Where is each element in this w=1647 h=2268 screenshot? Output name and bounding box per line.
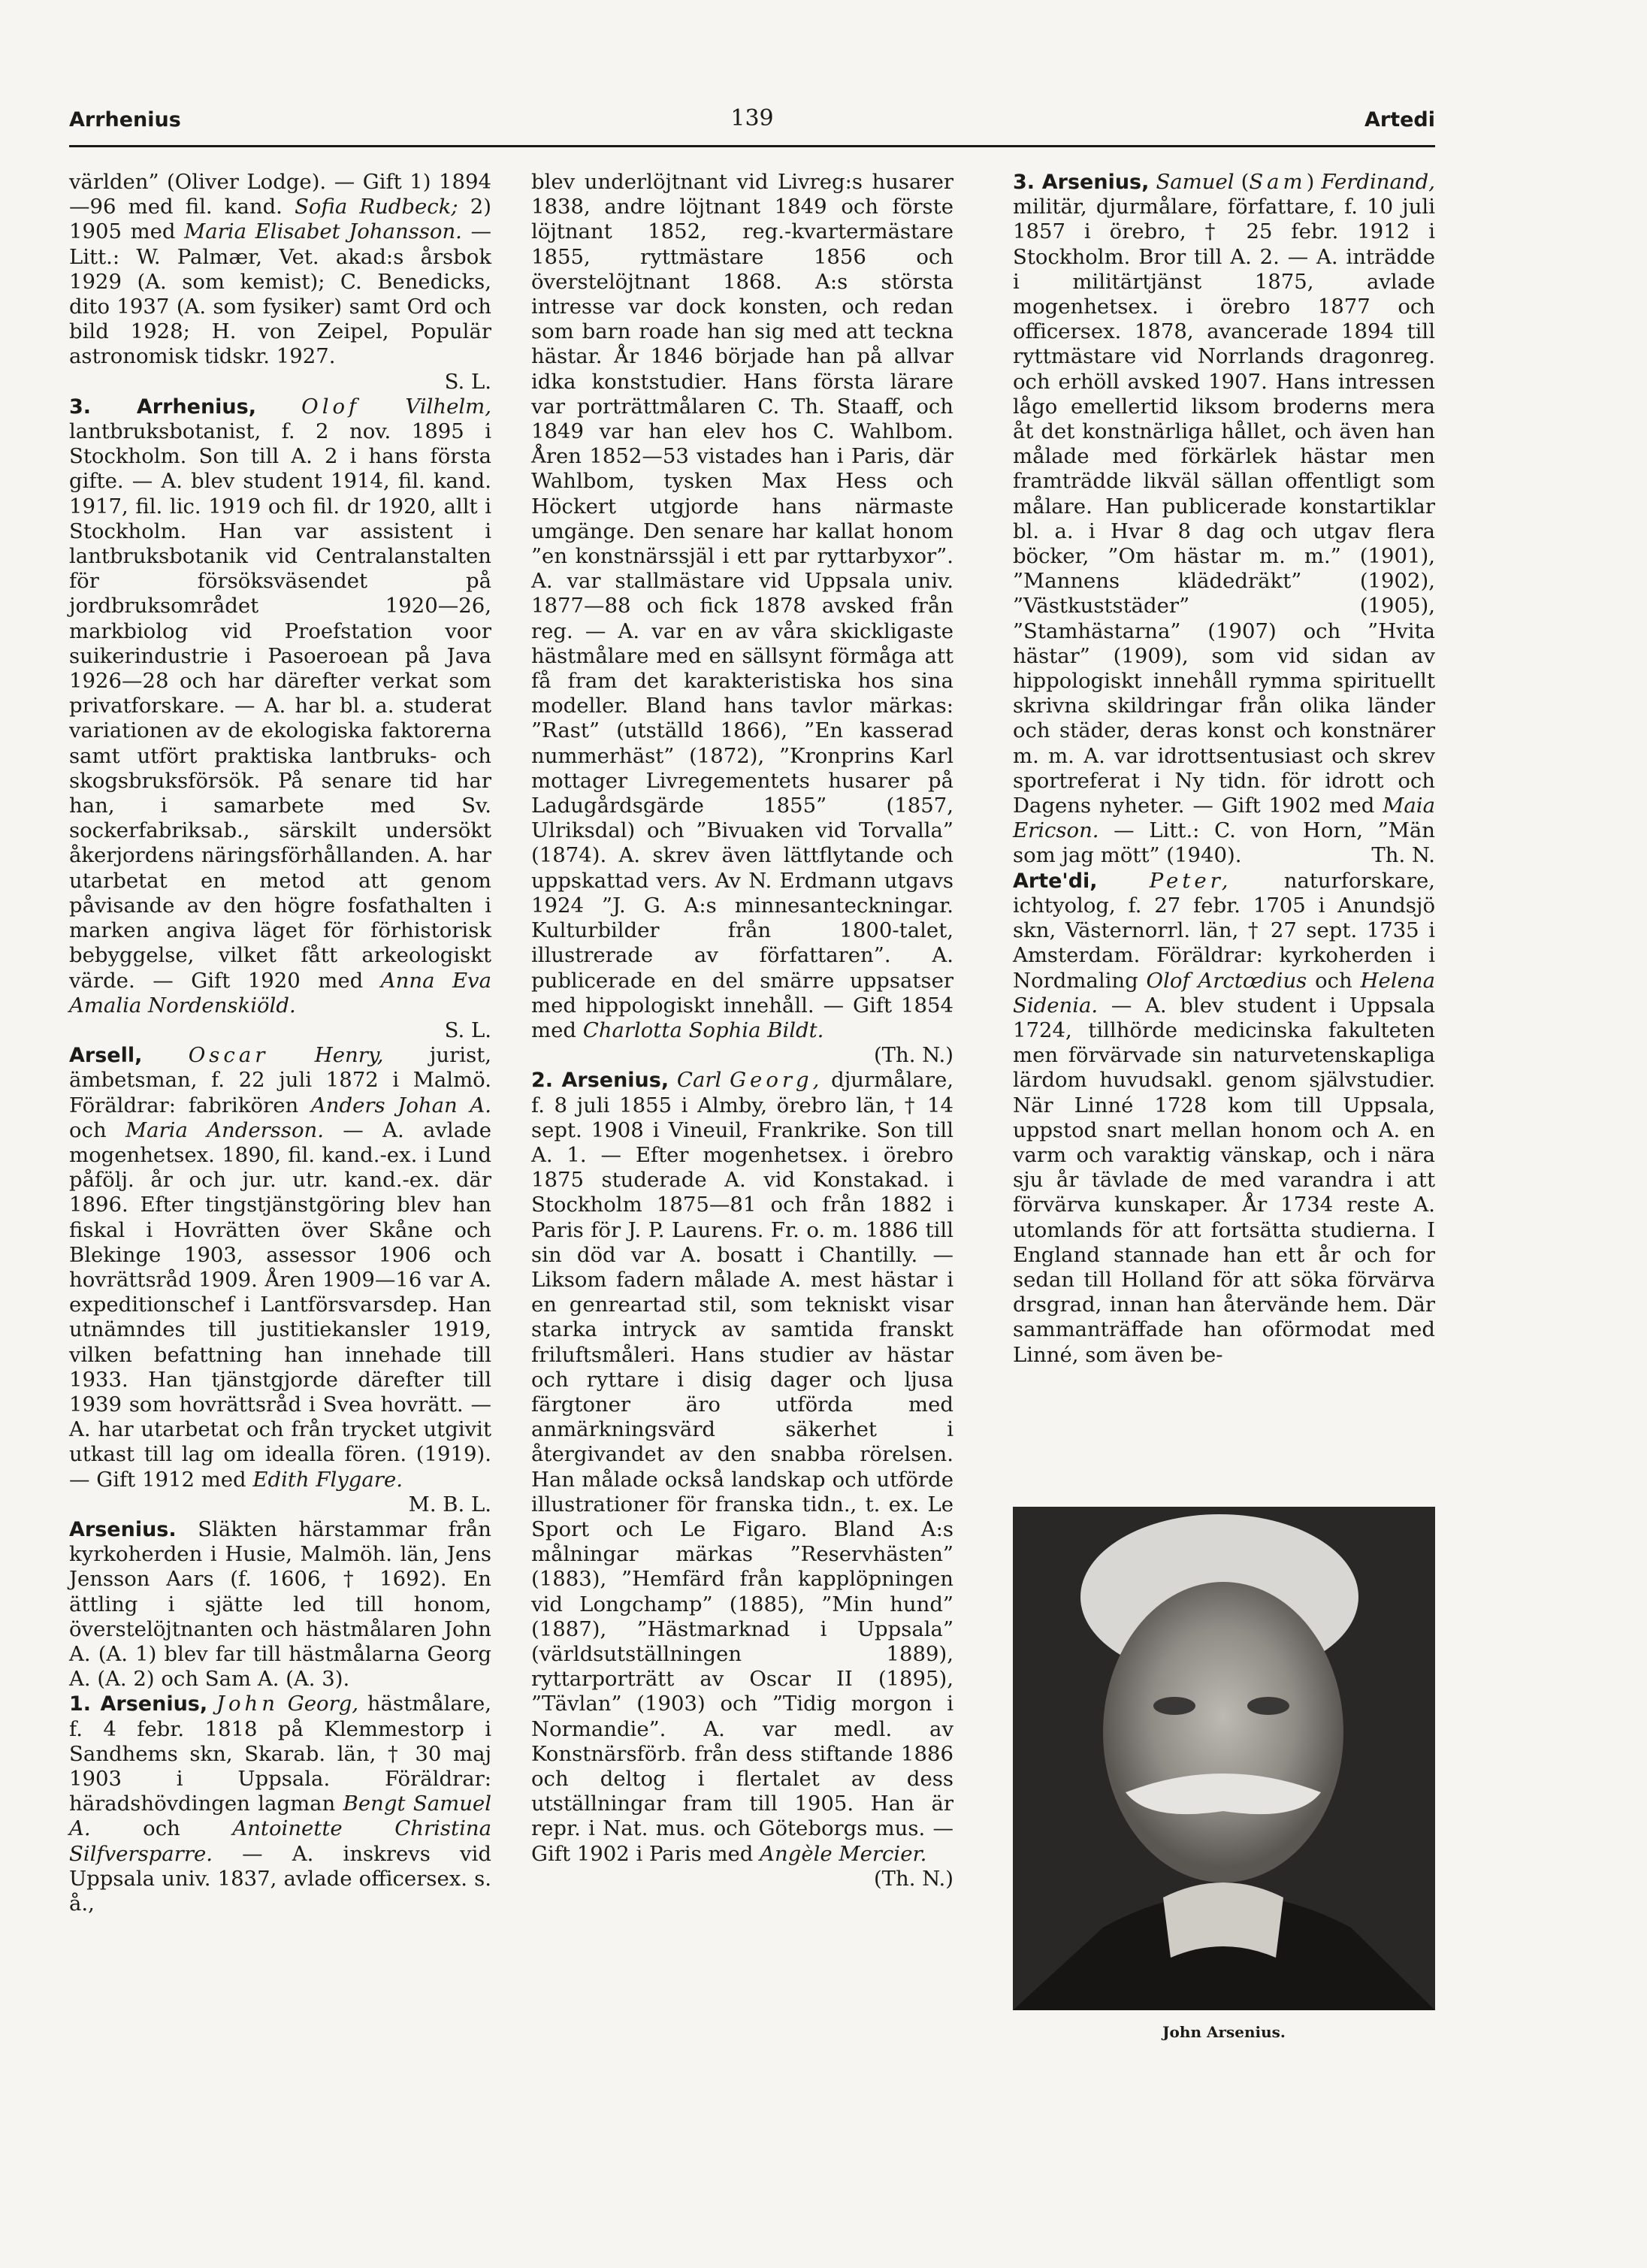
portrait-photo	[1013, 1507, 1435, 2010]
entry-paragraph: 3. Arrhenius, Olof Vilhelm, lantbruksbotanist, f. 2 nov. 1895 i Stockholm. Son till A. 2 i hans första gifte. — A. blev student 1914, fil. kand. 1917, fil. lic. 1919 och fil. dr 1920, allt i Stockholm. Han var assistent i lantbruksbotanik vid Centralanstalten för försöksväsendet på jordbruksområdet 1920—26, markbiolog vid Proefstation voor suikerindustrie i Pasoeroean på Java 1926—28 och har därefter verkat som privatforskare. — A. har bl. a. studerat variationen av de ekologiska faktorerna samt utfört praktiska lantbruks- och skogsbruksförsök. På senare tid har han, i samarbete med Sv. sockerfabriksab., särskilt undersökt åkerjordens näringsförhållanden. A. har utarbetat en metod att genom påvisande av den högre fosfathalten i marken angiva läget för förhistorisk bebyggelse, vilket fått arkeologiskt värde. — Gift 1920 med Anna Eva Amalia Nordenskiöld. S. L.	[69, 394, 491, 1042]
entry-paragraph: 1. Arsenius, John Georg, hästmålare, f. 4 febr. 1818 på Klemmestorp i Sandhems skn, Skarab. län, † 30 maj 1903 i Uppsala. Föräldrar: häradshövdingen lagman Bengt Samuel A. och Antoinette Christina Silfversparre. — A. inskrevs vid Uppsala univ. 1837, avlade officersex. s. å.,	[69, 1692, 492, 1916]
entry-paragraph: blev underlöjtnant vid Livreg:s husarer 1838, andre löjtnant 1849 och förste löjtnant 1852, reg.-kvartermästare 1855, ryttmästare 1856 och överstelöjtnant 1868. A:s största intresse var dock konsten, och redan som barn roade han sig med att teckna hästar. År 1846 började han på allvar idka konststudier. Hans första lärare var porträttmålaren C. Th. Staaff, och 1849 var han elev hos C. Wahlbom. Åren 1852—53 vistades han i Paris, där Wahlbom, tysken Max Hess och Höckert utgjorde hans närmaste umgänge. Den senare har kallat honom ”en konstnärssjäl i ett par ryttarbyxor”. A. var stallmästare vid Uppsala univ. 1877—88 och fick 1878 avsked från reg. — A. var en av våra skickligaste hästmålare med en sällsynt förmåga att få fram det karakteristiska hos sina modeller. Bland hans tavlor märkas: ”Rast” (utställd 1866), ”En kasserad nummerhäst” (1872), ”Kronprins Karl mottager Livregementets husarer på Ladugårdsgärde 1855” (1857, Ulriksdal) och ”Bivuaken vid Torvalla” (1874). A. skrev även lättflytande och uppskattad vers. Av N. Erdmann utgavs 1924 ”J. G. A:s minnesanteckningar. Kulturbilder från 1800-talet, illustrerade av författaren”. A. publicerade en del smärre uppsatser med hippologiskt innehåll. — Gift 1854 med Charlotta Sophia Bildt. (Th. N.)	[531, 170, 953, 1068]
entry-paragraph: 2. Arsenius, Carl Georg, djurmålare, f. 8 juli 1855 i Almby, örebro län, † 14 sept. 1908 i Vineuil, Frankrike. Son till A. 1. — Efter mogenhetsex. i örebro 1875 studerade A. vid Konstakad. i Stockholm 1875—81 och från 1882 i Paris för J. P. Laurens. Fr. o. m. 1886 till sin död var A. bosatt i Chantilly. — Liksom fadern målade A. mest hästar i en genreartad stil, som tekniskt visar starka intryck av samtida franskt friluftsmåleri. Hans studier av hästar och ryttare i disig dager och ljusa färgtoner äro utförda med anmärkningsvärd säkerhet i återgivandet av den snabba rörelsen. Han målade också landskap och utförde illustrationer för franska tidn., t. ex. Le Sport och Le Figaro. Bland A:s målningar märkas ”Reservhästen” (1883), ”Hemfärd från kapplöpningen vid Longchamp” (1885), ”Min hund” (1887), ”Hästmarknad i Uppsala” (världsutställningen 1889), ryttarporträtt av Oscar II (1895), ”Tävlan” (1903) och ”Tidig morgon i Normandie”. A. var medl. av Konstnärsförb. från dess stiftande 1886 och deltog i flertalet av dess utställningar fram till 1905. Han är repr. i Nat. mus. och Göteborgs mus. — Gift 1902 i Paris med Angèle Mercier. (Th. N.)	[531, 1068, 953, 1891]
photo-caption: John Arsenius.	[1162, 2023, 1286, 2041]
entry-paragraph: världen” (Oliver Lodge). — Gift 1) 1894—96 med fil. kand. Sofia Rudbeck; 2) 1905 med Maria Elisabet Johansson. — Litt.: W. Palmær, Vet. akad:s årsbok 1929 (A. som kemist); C. Benedicks, dito 1937 (A. som fysiker) samt Ord och bild 1928; H. von Zeipel, Populär astronomisk tidskr. 1927. S. L.	[69, 170, 491, 394]
header-rule	[69, 145, 1435, 147]
entry-paragraph: Arsell, Oscar Henry, jurist, ämbetsman, f. 22 juli 1872 i Malmö. Föräldrar: fabrikören Anders Johan A. och Maria Andersson. — A. avlade mogenhetsex. 1890, fil. kand.-ex. i Lund påfölj. år och jur. utr. kand.-ex. där 1896. Efter tingstjänstgöring blev han fiskal i Hovrätten över Skåne och Blekinge 1903, assessor 1906 och hovrättsråd 1909. Åren 1909—16 var A. expeditionschef i Lantförsvarsdep. Han utnämndes till justitiekansler 1919, vilken befattning han innehade till 1933. Han tjänstgjorde därefter till 1939 som hovrättsråd i Svea hovrätt. — A. har utarbetat och från trycket utgivit utkast till lag om idealla fören. (1919). — Gift 1912 med Edith Flygare. M. B. L.	[69, 1043, 491, 1517]
entry-paragraph: Arte'di, Peter, naturforskare, ichtyolog, f. 27 febr. 1705 i Anundsjö skn, Västernorrl. län, † 27 sept. 1735 i Amsterdam. Föräldrar: kyrkoherden i Nordmaling Olof Arctœdius och Helena Sidenia. — A. blev student i Uppsala 1724, tillhörde medicinska fakulteten men förvärvade sin naturvetenskapliga lärdom huvudsakl. genom självstudier. När Linné 1728 kom till Uppsala, uppstod snart mellan honom och A. en varm och varaktig vänskap, och i nära sju år tävlade de med varandra i att förvärva kunskaper. År 1734 reste A. utomlands för att fortsätta studierna. I England stannade han ett år och for sedan till Holland för att söka förvärva drsgrad, innan han återvände hem. Där sammanträffade han oförmodat med Linné, som även be-	[1013, 868, 1435, 1367]
header-right-word: Artedi	[1364, 108, 1435, 132]
entry-paragraph: Arsenius. Släkten härstammar från kyrkoherden i Husie, Malmöh. län, Jens Jensson Aars (f. 1606, † 1692). En ättling i sjätte led till honom, överstelöjtnanten och hästmålaren John A. (A. 1) blev far till hästmålarna Georg A. (A. 2) och Sam A. (A. 3).	[69, 1517, 491, 1692]
column-1	[69, 170, 491, 1916]
entry-paragraph: 3. Arsenius, Samuel (Sam) Ferdinand, militär, djurmålare, författare, f. 10 juli 1857 i örebro, † 25 febr. 1912 i Stockholm. Bror till A. 2. — A. inträdde i militärtjänst 1875, avlade mogenhetsex. i örebro 1877 och officersex. 1878, avancerade 1894 till ryttmästare vid Norrlands dragonreg. och erhöll avsked 1907. Hans intressen lågo emellertid liksom broderns mera åt det konstnärliga hållet, och även han målade med förkärlek hästar men framträdde likväl sällan offentligt som målare. Han publicerade konstartiklar bl. a. i Hvar 8 dag och utgav flera böcker, ”Om hästar m. m.” (1901), ”Mannens klädedräkt” (1902), ”Västkuststäder” (1905), ”Stamhästarna” (1907) och ”Hvita hästar” (1909), som vid sidan av hippologiskt innehåll rymma spirituellt skrivna skildringar från olika länder och städer, deras konst och konstnärer m. m. A. var idrottsentusiast och skrev sportreferat i Ny tidn. för idrott och Dagens nyheter. — Gift 1902 med Maia Ericson. — Litt.: C. von Horn, ”Män som jag mött” (1940). Th. N.	[1013, 170, 1435, 868]
page-number: 139	[730, 105, 774, 132]
column-2	[531, 170, 953, 1892]
header-left-word: Arrhenius	[69, 108, 181, 132]
column-3	[1013, 170, 1435, 1368]
running-header	[69, 105, 1435, 147]
portrait-drawing	[1013, 1507, 1435, 2010]
